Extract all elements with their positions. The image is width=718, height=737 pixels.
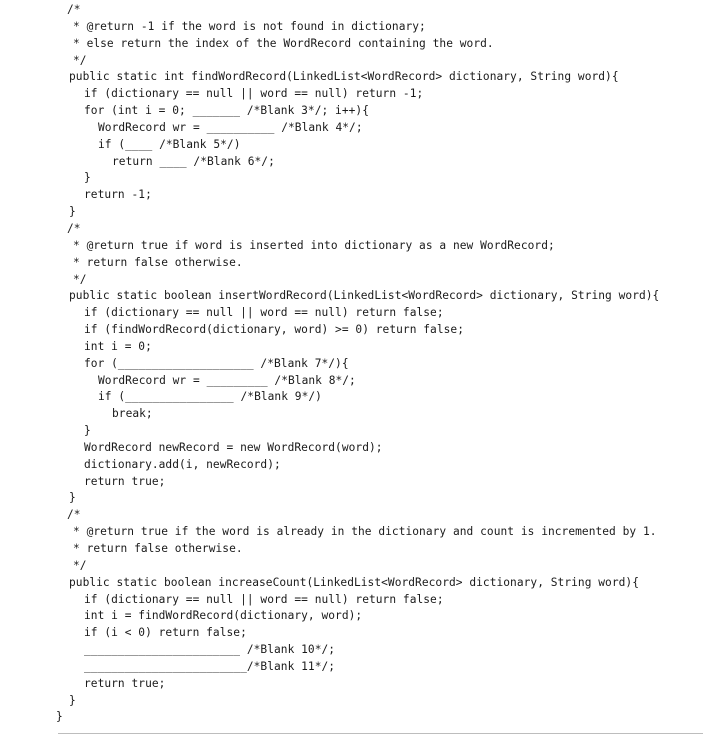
code-line: return true; — [84, 474, 166, 488]
page-divider — [58, 733, 703, 734]
code-line: public static boolean insertWordRecord(LinkedList<WordRecord> dictionary, String word){ — [69, 289, 660, 303]
code-line: for (int i = 0; _______ /*Blank 3*/; i++){ — [84, 104, 369, 118]
code-line: WordRecord wr = __________ /*Blank 4*/; — [98, 120, 363, 134]
code-line: ________________________/*Blank 11*/; — [84, 659, 336, 673]
code-line: dictionary.add(i, newRecord); — [84, 457, 281, 471]
code-line: if (____ /*Blank 5*/) — [98, 137, 241, 151]
code-line: if (dictionary == null || word == null) return -1; — [84, 87, 424, 101]
code-line: return true; — [84, 676, 166, 690]
code-line: int i = findWordRecord(dictionary, word); — [84, 609, 363, 623]
code-line: _______________________ /*Blank 10*/; — [84, 643, 336, 657]
code-line: WordRecord wr = _________ /*Blank 8*/; — [98, 373, 356, 387]
code-line: } — [69, 491, 76, 505]
code-line: /* — [67, 508, 81, 522]
code-line: * @return true if word is inserted into dictionary as a new WordRecord; — [73, 238, 555, 252]
code-line: } — [84, 171, 91, 185]
code-line: /* — [67, 221, 81, 235]
code-line: public static int findWordRecord(LinkedList<WordRecord> dictionary, String word){ — [69, 70, 619, 84]
code-line: */ — [73, 558, 87, 572]
code-line: } — [56, 710, 63, 724]
code-line: } — [69, 205, 76, 219]
code-line: * return false otherwise. — [73, 255, 243, 269]
code-line: return -1; — [84, 188, 152, 202]
code-line: /* — [67, 3, 81, 16]
code-line: if (dictionary == null || word == null) return false; — [84, 592, 444, 606]
code-line: if (________________ /*Blank 9*/) — [98, 390, 322, 404]
code-line: * @return -1 if the word is not found in dictionary; — [73, 19, 426, 33]
code-line: * return false otherwise. — [73, 542, 243, 555]
code-line: if (findWordRecord(dictionary, word) >= 0) return false; — [84, 323, 464, 337]
code-line: for (____________________ /*Blank 7*/){ — [84, 356, 349, 370]
code-line: public static boolean increaseCount(LinkedList<WordRecord> dictionary, String word){ — [69, 575, 639, 589]
code-line: if (dictionary == null || word == null) return false; — [84, 306, 444, 320]
code-line: int i = 0; — [84, 339, 152, 353]
code-line: break; — [112, 407, 153, 421]
code-line: WordRecord newRecord = new WordRecord(word); — [84, 440, 383, 454]
code-listing — [0, 2, 718, 726]
code-line: } — [69, 693, 76, 707]
code-line: */ — [73, 272, 87, 286]
code-line: * @return true if the word is already in the dictionary and count is incremented by 1. — [73, 525, 657, 539]
code-line: } — [84, 424, 91, 438]
code-line: */ — [73, 53, 87, 67]
code-line: return ____ /*Blank 6*/; — [112, 154, 275, 168]
code-line: * else return the index of the WordRecord containing the word. — [73, 36, 494, 50]
code-line: if (i < 0) return false; — [84, 626, 247, 640]
